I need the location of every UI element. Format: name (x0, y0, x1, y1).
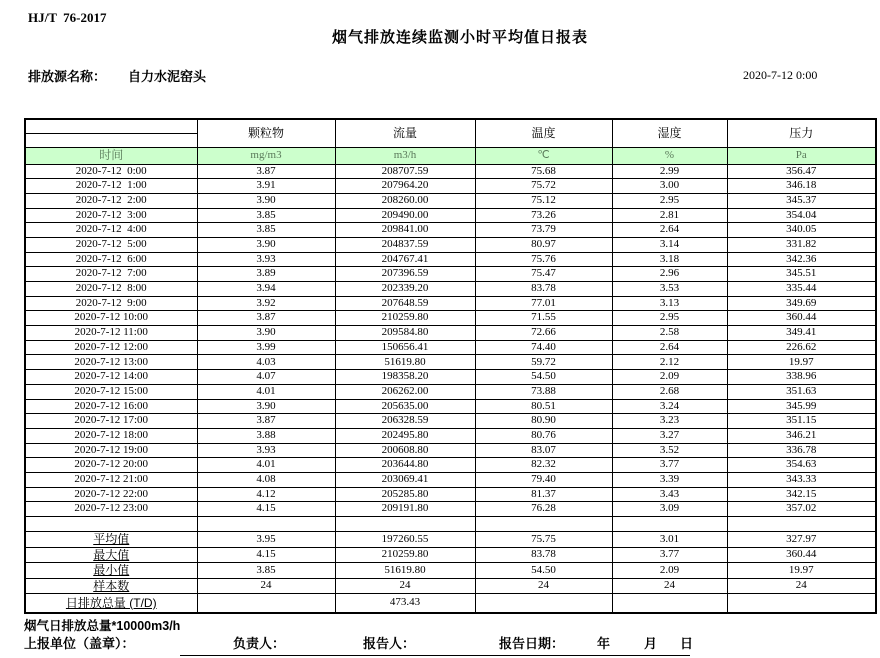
value-cell: 204837.59 (335, 237, 475, 252)
value-cell: 75.72 (475, 179, 612, 194)
column-header-temperature: 温度 (475, 119, 612, 147)
unit-flow: m3/h (335, 147, 475, 164)
summary-value-cell: 3.95 (197, 532, 335, 548)
column-header-humidity: 湿度 (612, 119, 727, 147)
value-cell: 51619.80 (335, 355, 475, 370)
report-datetime: 2020-7-12 0:00 (743, 68, 818, 82)
value-cell: 2.68 (612, 384, 727, 399)
unit-particulate: mg/m3 (197, 147, 335, 164)
summary-label-cell: 日排放总量 (T/D) (25, 594, 197, 613)
value-cell: 4.07 (197, 370, 335, 385)
time-cell: 2020-7-12 7:00 (25, 267, 197, 282)
value-cell: 3.13 (612, 296, 727, 311)
value-cell: 2.96 (612, 267, 727, 282)
value-cell: 3.90 (197, 326, 335, 341)
summary-value-cell: 83.78 (475, 547, 612, 563)
value-cell: 360.44 (727, 311, 876, 326)
time-cell: 2020-7-12 3:00 (25, 208, 197, 223)
table-row (25, 237, 876, 252)
summary-label-cell: 最小值 (25, 563, 197, 579)
value-cell: 3.43 (612, 487, 727, 502)
value-cell: 207648.59 (335, 296, 475, 311)
value-cell: 54.50 (475, 370, 612, 385)
page-title: 烟气排放连续监测小时平均值日报表 (331, 29, 588, 46)
value-cell: 80.97 (475, 237, 612, 252)
month-label: 月 (644, 636, 658, 651)
value-cell: 150656.41 (335, 340, 475, 355)
empty-cell (25, 517, 197, 532)
value-cell: 80.76 (475, 428, 612, 443)
value-cell: 210259.80 (335, 311, 475, 326)
time-cell: 2020-7-12 17:00 (25, 414, 197, 429)
time-cell: 2020-7-12 0:00 (25, 164, 197, 179)
value-cell: 75.76 (475, 252, 612, 267)
value-cell: 4.08 (197, 472, 335, 487)
value-cell: 2.81 (612, 208, 727, 223)
value-cell: 3.94 (197, 282, 335, 297)
value-cell: 3.87 (197, 414, 335, 429)
value-cell: 71.55 (475, 311, 612, 326)
value-cell: 342.36 (727, 252, 876, 267)
value-cell: 3.14 (612, 237, 727, 252)
value-cell: 340.05 (727, 223, 876, 238)
empty-cell (475, 517, 612, 532)
value-cell: 204767.41 (335, 252, 475, 267)
value-cell: 209490.00 (335, 208, 475, 223)
summary-value-cell: 24 (727, 578, 876, 594)
summary-value-cell: 3.85 (197, 563, 335, 579)
summary-value-cell: 2.09 (612, 563, 727, 579)
summary-value-cell: 197260.55 (335, 532, 475, 548)
value-cell: 345.51 (727, 267, 876, 282)
value-cell: 209191.80 (335, 502, 475, 517)
value-cell: 349.69 (727, 296, 876, 311)
value-cell: 335.44 (727, 282, 876, 297)
time-cell: 2020-7-12 9:00 (25, 296, 197, 311)
value-cell: 81.37 (475, 487, 612, 502)
header-row-top (25, 119, 876, 133)
value-cell: 82.32 (475, 458, 612, 473)
value-cell: 75.12 (475, 193, 612, 208)
value-cell: 2.95 (612, 193, 727, 208)
empty-cell (335, 517, 475, 532)
value-cell: 74.40 (475, 340, 612, 355)
value-cell: 3.23 (612, 414, 727, 429)
value-cell: 202339.20 (335, 282, 475, 297)
value-cell: 3.90 (197, 193, 335, 208)
report-date-label: 报告日期： (499, 636, 565, 651)
table-row (25, 370, 876, 385)
value-cell: 3.90 (197, 399, 335, 414)
table-row (25, 164, 876, 179)
value-cell: 3.52 (612, 443, 727, 458)
summary-value-cell: 4.15 (197, 547, 335, 563)
table-row (25, 428, 876, 443)
table-header (25, 119, 876, 164)
table-row (25, 296, 876, 311)
summary-row (25, 532, 876, 548)
day-label: 日 (680, 636, 694, 651)
summary-value-cell: 51619.80 (335, 563, 475, 579)
table-row (25, 399, 876, 414)
summary-value-cell (612, 594, 727, 613)
value-cell: 3.88 (197, 428, 335, 443)
value-cell: 3.53 (612, 282, 727, 297)
value-cell: 2.12 (612, 355, 727, 370)
summary-value-cell (727, 594, 876, 613)
time-cell: 2020-7-12 6:00 (25, 252, 197, 267)
value-cell: 83.07 (475, 443, 612, 458)
time-cell: 2020-7-12 10:00 (25, 311, 197, 326)
value-cell: 208707.59 (335, 164, 475, 179)
value-cell: 357.02 (727, 502, 876, 517)
year-label: 年 (597, 636, 611, 651)
value-cell: 3.27 (612, 428, 727, 443)
value-cell: 205285.80 (335, 487, 475, 502)
summary-value-cell: 210259.80 (335, 547, 475, 563)
summary-value-cell: 473.43 (335, 594, 475, 613)
value-cell: 3.99 (197, 340, 335, 355)
value-cell: 198358.20 (335, 370, 475, 385)
value-cell: 345.37 (727, 193, 876, 208)
summary-row (25, 594, 876, 613)
value-cell: 202495.80 (335, 428, 475, 443)
value-cell: 72.66 (475, 326, 612, 341)
time-cell: 2020-7-12 8:00 (25, 282, 197, 297)
value-cell: 2.09 (612, 370, 727, 385)
summary-value-cell: 3.77 (612, 547, 727, 563)
time-column-header: 时间 (25, 147, 197, 164)
time-cell: 2020-7-12 5:00 (25, 237, 197, 252)
time-cell: 2020-7-12 18:00 (25, 428, 197, 443)
value-cell: 205635.00 (335, 399, 475, 414)
value-cell: 3.87 (197, 311, 335, 326)
value-cell: 3.24 (612, 399, 727, 414)
reporter-label: 报告人： (363, 636, 416, 651)
time-cell: 2020-7-12 13:00 (25, 355, 197, 370)
value-cell: 73.26 (475, 208, 612, 223)
summary-row (25, 578, 876, 594)
table-row (25, 252, 876, 267)
summary-label-cell: 最大值 (25, 547, 197, 563)
value-cell: 200608.80 (335, 443, 475, 458)
value-cell: 83.78 (475, 282, 612, 297)
table-row (25, 414, 876, 429)
value-cell: 346.21 (727, 428, 876, 443)
value-cell: 208260.00 (335, 193, 475, 208)
value-cell: 351.63 (727, 384, 876, 399)
summary-row (25, 547, 876, 563)
value-cell: 3.93 (197, 252, 335, 267)
value-cell: 338.96 (727, 370, 876, 385)
empty-row (25, 517, 876, 532)
value-cell: 3.00 (612, 179, 727, 194)
value-cell: 77.01 (475, 296, 612, 311)
value-cell: 203644.80 (335, 458, 475, 473)
summary-value-cell: 3.01 (612, 532, 727, 548)
value-cell: 356.47 (727, 164, 876, 179)
table-row (25, 487, 876, 502)
gap-section (25, 517, 876, 532)
value-cell: 349.41 (727, 326, 876, 341)
value-cell: 3.91 (197, 179, 335, 194)
time-cell: 2020-7-12 21:00 (25, 472, 197, 487)
summary-value-cell (197, 594, 335, 613)
standard-code: HJ/T 76-2017 (28, 10, 107, 25)
value-cell: 59.72 (475, 355, 612, 370)
time-cell: 2020-7-12 16:00 (25, 399, 197, 414)
table-row (25, 340, 876, 355)
value-cell: 226.62 (727, 340, 876, 355)
value-cell: 4.15 (197, 502, 335, 517)
value-cell: 3.92 (197, 296, 335, 311)
emission-source-name: 自力水泥窑头 (128, 69, 207, 84)
value-cell: 351.15 (727, 414, 876, 429)
table-row (25, 502, 876, 517)
empty-cell (727, 517, 876, 532)
summary-value-cell: 75.75 (475, 532, 612, 548)
summary-value-cell (475, 594, 612, 613)
summary-row (25, 563, 876, 579)
summary-value-cell: 54.50 (475, 563, 612, 579)
value-cell: 3.09 (612, 502, 727, 517)
time-cell: 2020-7-12 15:00 (25, 384, 197, 399)
table-row (25, 311, 876, 326)
value-cell: 75.68 (475, 164, 612, 179)
summary-value-cell: 24 (612, 578, 727, 594)
value-cell: 209841.00 (335, 223, 475, 238)
value-cell: 206328.59 (335, 414, 475, 429)
unit-temperature: ℃ (475, 147, 612, 164)
table-row (25, 267, 876, 282)
summary-value-cell: 24 (475, 578, 612, 594)
header-blank-cell (25, 133, 197, 147)
value-cell: 346.18 (727, 179, 876, 194)
value-cell: 3.18 (612, 252, 727, 267)
time-cell: 2020-7-12 2:00 (25, 193, 197, 208)
value-cell: 4.03 (197, 355, 335, 370)
table-row (25, 458, 876, 473)
summary-value-cell: 327.97 (727, 532, 876, 548)
responsible-person-label: 负责人： (233, 636, 286, 651)
column-header-pressure: 压力 (727, 119, 876, 147)
unit-pressure: Pa (727, 147, 876, 164)
value-cell: 3.93 (197, 443, 335, 458)
value-cell: 342.15 (727, 487, 876, 502)
value-cell: 2.99 (612, 164, 727, 179)
report-table (24, 118, 877, 614)
value-cell: 2.95 (612, 311, 727, 326)
value-cell: 3.90 (197, 237, 335, 252)
value-cell: 80.51 (475, 399, 612, 414)
summary-value-cell: 360.44 (727, 547, 876, 563)
value-cell: 4.01 (197, 458, 335, 473)
table-row (25, 193, 876, 208)
table-row (25, 443, 876, 458)
table-row (25, 223, 876, 238)
table-row (25, 384, 876, 399)
value-cell: 3.89 (197, 267, 335, 282)
unit-row (25, 147, 876, 164)
time-cell: 2020-7-12 20:00 (25, 458, 197, 473)
value-cell: 336.78 (727, 443, 876, 458)
value-cell: 79.40 (475, 472, 612, 487)
time-cell: 2020-7-12 14:00 (25, 370, 197, 385)
value-cell: 3.39 (612, 472, 727, 487)
empty-cell (197, 517, 335, 532)
value-cell: 3.85 (197, 223, 335, 238)
summary-value-cell: 24 (197, 578, 335, 594)
emission-source-row (28, 66, 206, 85)
value-cell: 4.12 (197, 487, 335, 502)
value-cell: 73.79 (475, 223, 612, 238)
table-row (25, 282, 876, 297)
column-header-flow: 流量 (335, 119, 475, 147)
value-cell: 206262.00 (335, 384, 475, 399)
summary-label-cell: 平均值 (25, 532, 197, 548)
table-row (25, 208, 876, 223)
flow-total-note: 烟气日排放总量*10000m3/h (24, 619, 181, 633)
value-cell: 3.87 (197, 164, 335, 179)
summary-label-cell: 样本数 (25, 578, 197, 594)
value-cell: 75.47 (475, 267, 612, 282)
table-row (25, 179, 876, 194)
value-cell: 19.97 (727, 355, 876, 370)
time-cell: 2020-7-12 19:00 (25, 443, 197, 458)
time-cell: 2020-7-12 23:00 (25, 502, 197, 517)
empty-cell (612, 517, 727, 532)
time-cell: 2020-7-12 12:00 (25, 340, 197, 355)
bottom-rule (180, 655, 690, 656)
value-cell: 2.64 (612, 223, 727, 238)
value-cell: 207964.20 (335, 179, 475, 194)
value-cell: 207396.59 (335, 267, 475, 282)
value-cell: 4.01 (197, 384, 335, 399)
value-cell: 2.64 (612, 340, 727, 355)
table-row (25, 472, 876, 487)
value-cell: 3.85 (197, 208, 335, 223)
value-cell: 76.28 (475, 502, 612, 517)
time-cell: 2020-7-12 22:00 (25, 487, 197, 502)
value-cell: 209584.80 (335, 326, 475, 341)
value-cell: 2.58 (612, 326, 727, 341)
unit-humidity: % (612, 147, 727, 164)
value-cell: 343.33 (727, 472, 876, 487)
header-blank-cell (25, 119, 197, 133)
table-row (25, 326, 876, 341)
column-header-particulate: 颗粒物 (197, 119, 335, 147)
value-cell: 73.88 (475, 384, 612, 399)
summary-rows (25, 532, 876, 613)
value-cell: 203069.41 (335, 472, 475, 487)
value-cell: 354.04 (727, 208, 876, 223)
table-row (25, 355, 876, 370)
value-cell: 331.82 (727, 237, 876, 252)
value-cell: 345.99 (727, 399, 876, 414)
summary-value-cell: 19.97 (727, 563, 876, 579)
value-cell: 80.90 (475, 414, 612, 429)
emission-source-label: 排放源名称： (28, 69, 107, 84)
value-cell: 354.63 (727, 458, 876, 473)
reporting-unit-label: 上报单位（盖章）： (24, 636, 135, 651)
value-cell: 3.77 (612, 458, 727, 473)
data-rows (25, 164, 876, 517)
time-cell: 2020-7-12 4:00 (25, 223, 197, 238)
time-cell: 2020-7-12 11:00 (25, 326, 197, 341)
time-cell: 2020-7-12 1:00 (25, 179, 197, 194)
summary-value-cell: 24 (335, 578, 475, 594)
